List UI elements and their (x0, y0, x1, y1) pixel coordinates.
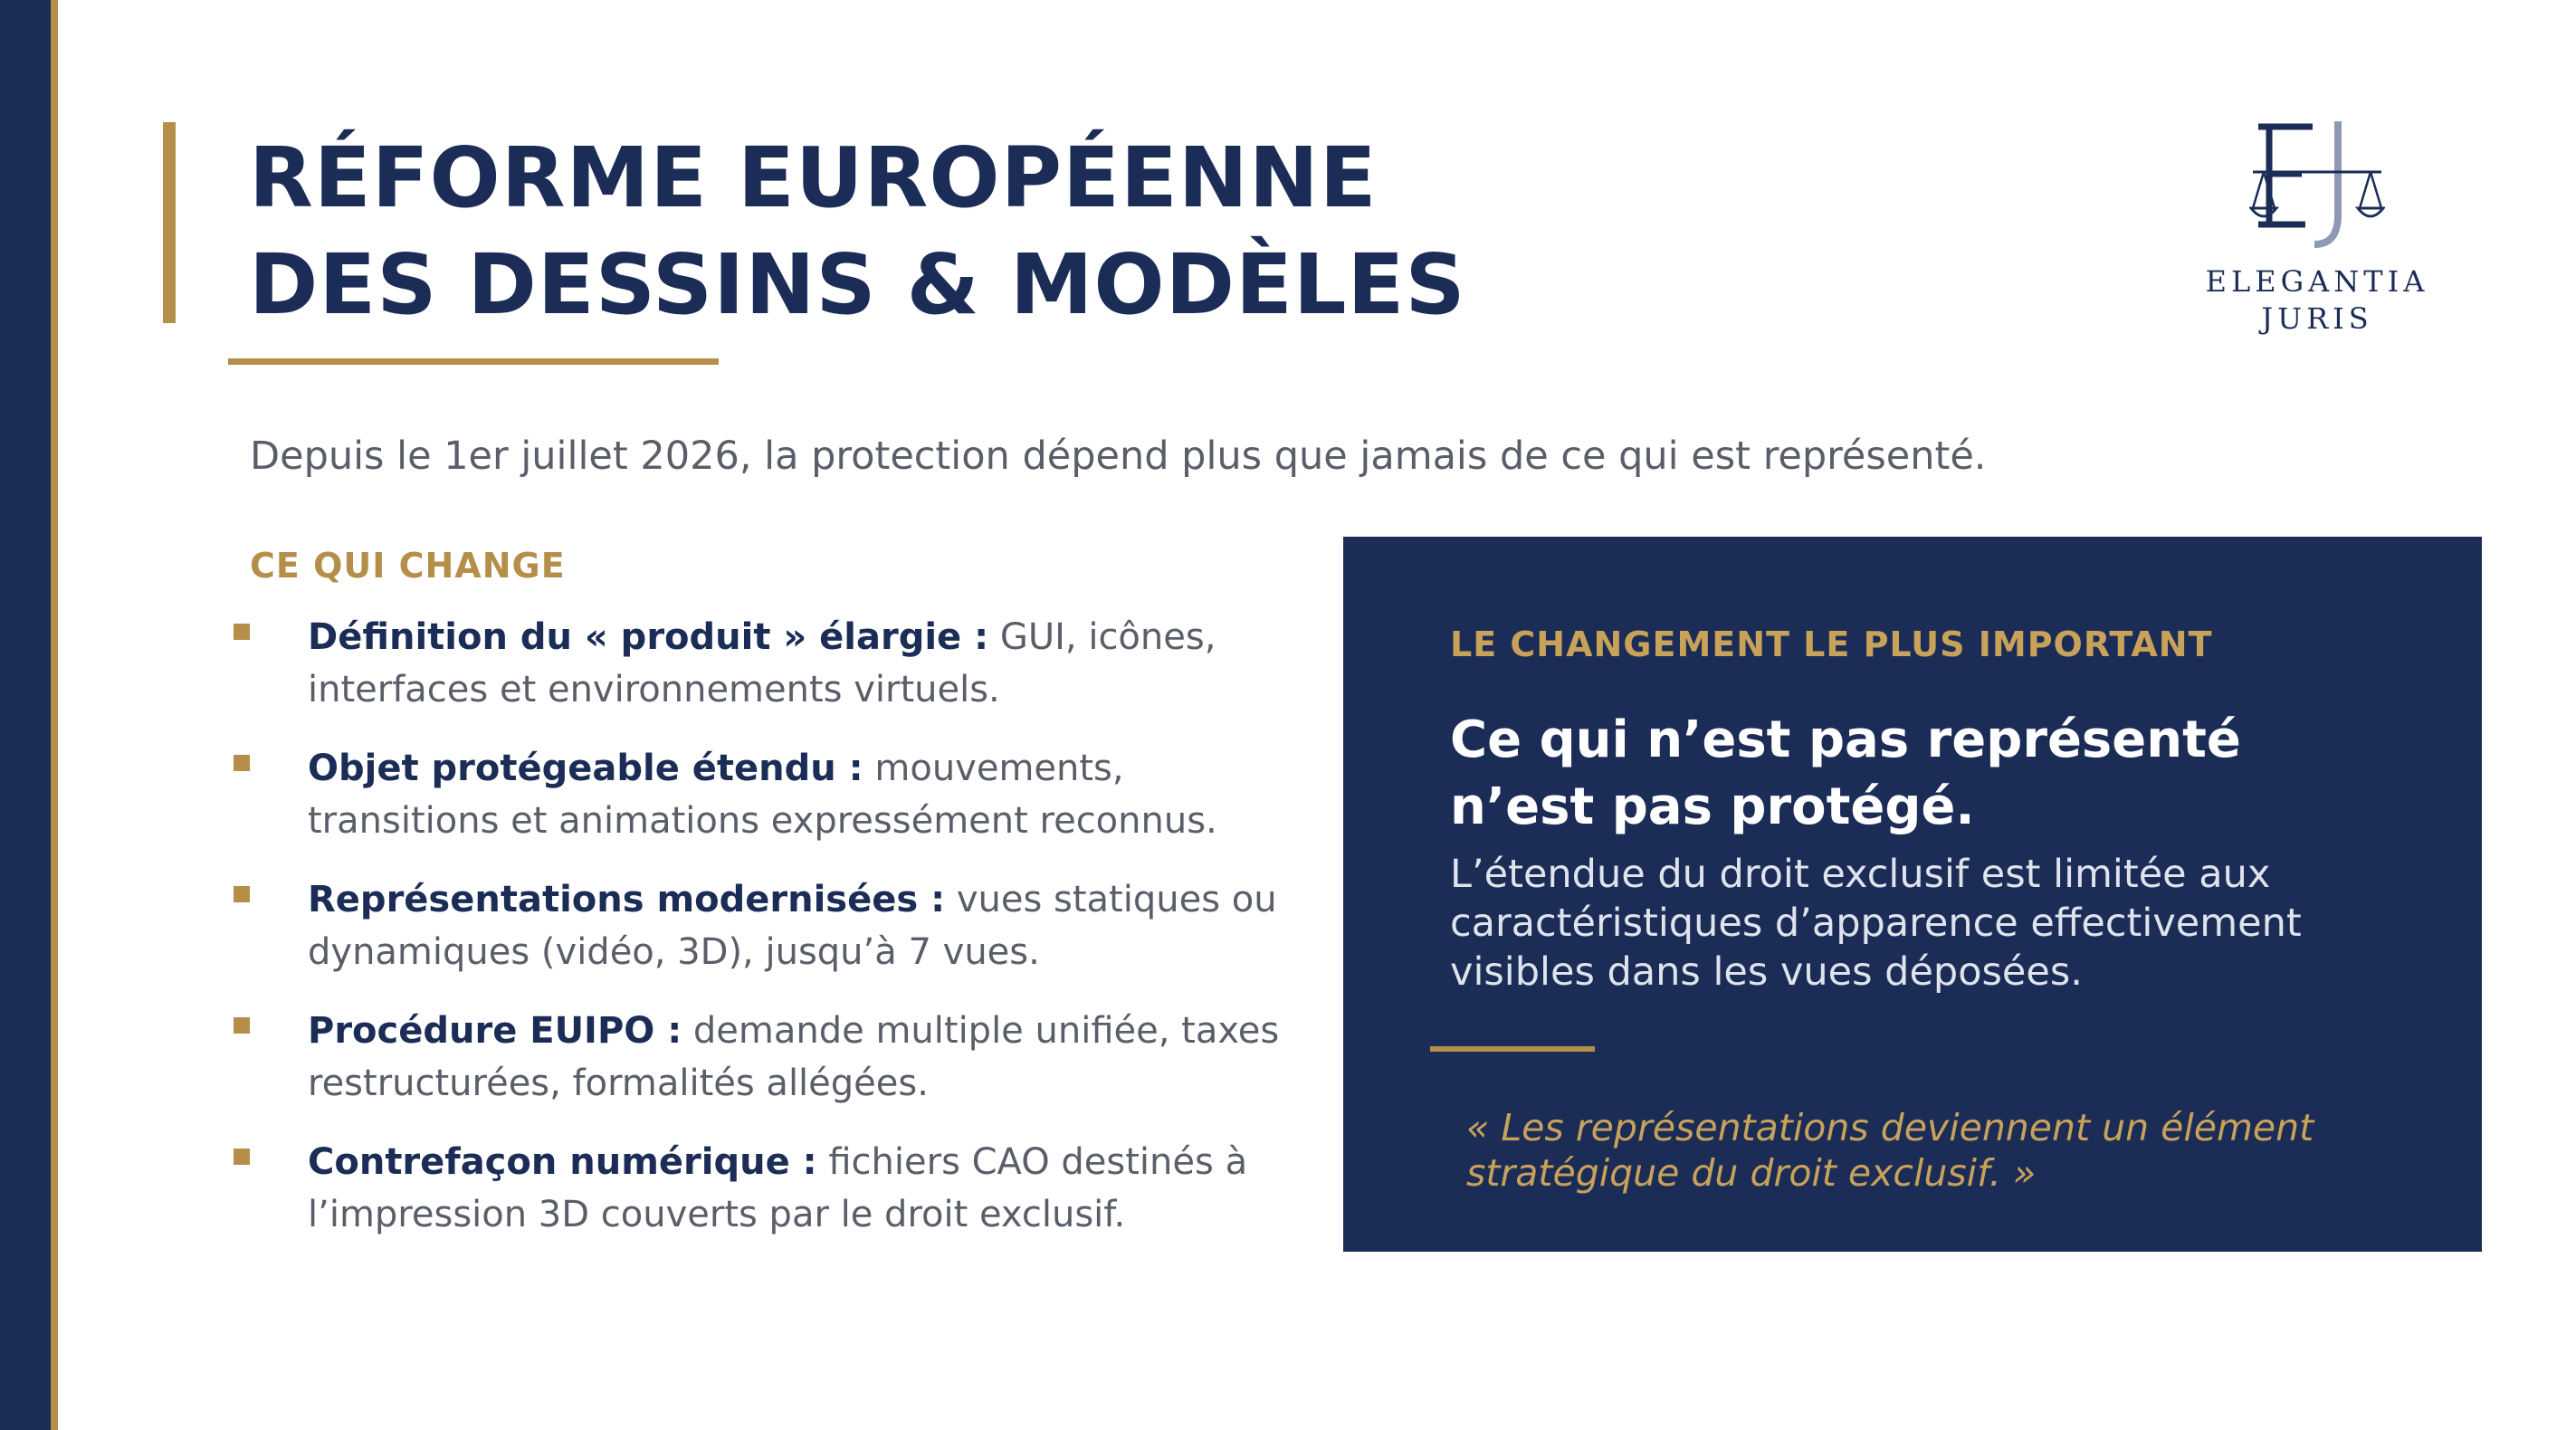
list-item-term: Définition du « produit » élargie : (308, 616, 989, 658)
intro-text: Depuis le 1er juillet 2026, la protection dépend plus que jamais de ce qui est représenté. (250, 434, 1987, 479)
list-item (234, 873, 1302, 1005)
list-item (234, 1136, 1302, 1267)
logo-line-2: JURIS (2261, 301, 2373, 336)
panel-divider (1430, 1046, 1595, 1052)
panel-quote: « Les représentations deviennent un élément stratégique du droit exclusif. » (1466, 1106, 2314, 1195)
panel-headline-line-2: n’est pas protégé. (1450, 777, 1975, 836)
scales-of-justice-icon (2249, 118, 2385, 253)
title-accent-bar (163, 122, 176, 323)
elegantia-juris-logo (2199, 118, 2435, 344)
list-item-detail: demande multiple unifiée, taxes restructurées, formalités allégées. (308, 1010, 1280, 1104)
list-item (234, 1005, 1302, 1136)
left-gold-stripe (51, 0, 58, 1430)
square-bullet-icon (234, 886, 250, 902)
list-item-detail: GUI, icônes, interfaces et environnements virtuels. (308, 616, 1216, 710)
list-item-term: Représentations modernisées : (308, 879, 946, 920)
key-change-panel (1343, 537, 2482, 1252)
left-navy-bar (0, 0, 51, 1430)
list-item (234, 742, 1302, 873)
list-item-text (308, 873, 1303, 978)
panel-body: L’étendue du droit exclusif est limitée aux caractéristiques d’apparence effectivement visibles dans les vues déposées. (1450, 852, 2302, 995)
list-item-term: Objet protégeable étendu : (308, 748, 863, 789)
panel-headline (1450, 707, 2446, 841)
square-bullet-icon (234, 1149, 250, 1165)
list-item-text (308, 611, 1303, 716)
logo-line-1: ELEGANTIA (2205, 264, 2429, 299)
title-underline (228, 358, 719, 365)
square-bullet-icon (234, 1017, 250, 1034)
list-item-detail: mouvements, transitions et animations expressément reconnus. (308, 748, 1217, 842)
square-bullet-icon (234, 624, 250, 640)
list-item-text (308, 1005, 1303, 1110)
list-item-term: Contrefaçon numérique : (308, 1141, 817, 1183)
list-item-detail: vues statiques ou dynamiques (vidéo, 3D), jusqu’à 7 vues. (308, 879, 1277, 973)
logo-wordmark (2199, 262, 2435, 337)
page-title-line-2: DES DESSINS & MODÈLES (249, 236, 1466, 333)
page-title (249, 125, 1788, 338)
panel-headline-line-1: Ce qui n’est pas représenté (1450, 710, 2241, 769)
list-item-detail: fichiers CAO destinés à l’impression 3D couverts par le droit exclusif. (308, 1141, 1248, 1235)
list-item-text (308, 742, 1303, 847)
panel-label: LE CHANGEMENT LE PLUS IMPORTANT (1450, 624, 2213, 664)
list-item (234, 611, 1302, 742)
list-item-term: Procédure EUIPO : (308, 1010, 682, 1052)
changes-list (234, 611, 1302, 1267)
square-bullet-icon (234, 755, 250, 771)
page-title-line-1: RÉFORME EUROPÉENNE (249, 129, 1378, 226)
changes-heading: CE QUI CHANGE (250, 546, 566, 586)
list-item-text (308, 1136, 1303, 1241)
